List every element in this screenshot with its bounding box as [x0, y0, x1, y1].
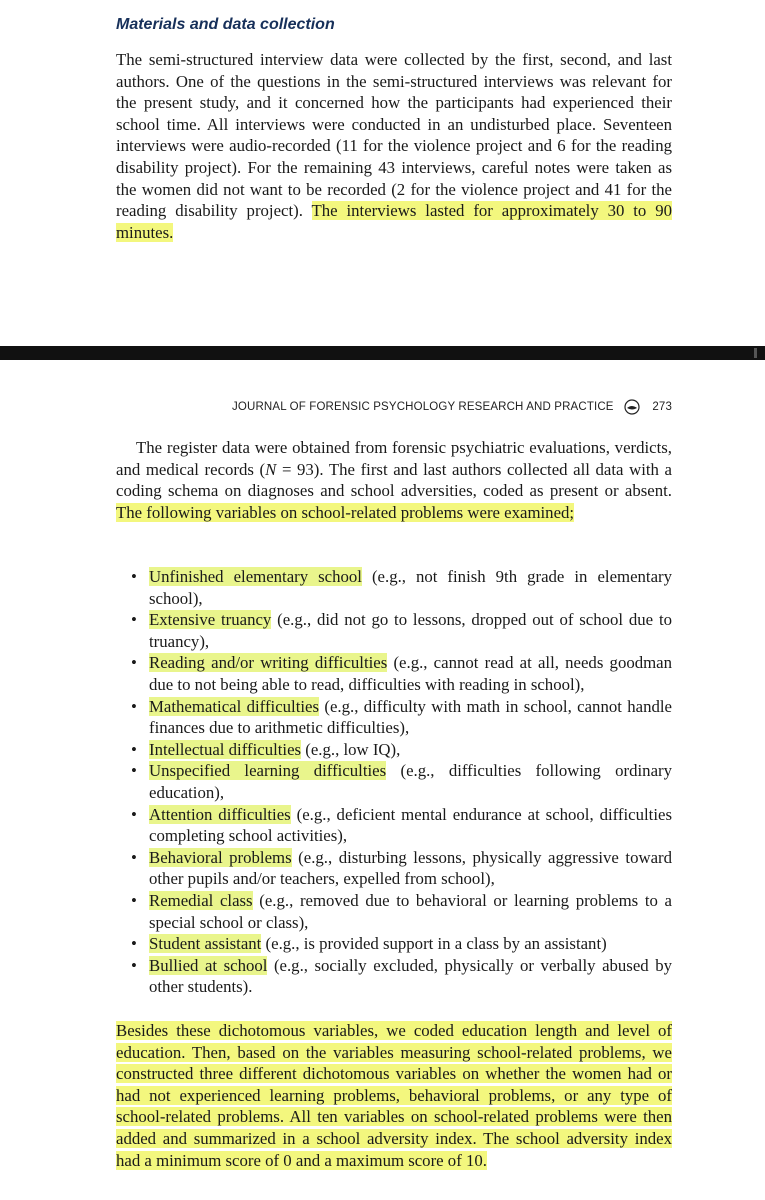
variable-description: (e.g., cannot read at all, needs goodman due to not being able to read, difficulties with reading in school), [149, 653, 673, 694]
variable-term: Bullied at school [149, 955, 268, 975]
variables-list [131, 566, 672, 998]
journal-title: JOURNAL OF FORENSIC PSYCHOLOGY RESEARCH AND PRACTICE [232, 401, 614, 413]
variable-term: Mathematical difficulties [149, 696, 320, 716]
register-paragraph-text-2: = 93). The first and last authors collected all data with a coding schema on diagnoses and school adversities, coded as present or absent. [116, 459, 672, 501]
previous-page-fragment [0, 0, 765, 346]
variable-description: (e.g., is provided support in a class by an assistant) [261, 934, 607, 954]
list-item [131, 760, 672, 803]
variable-term: Remedial class [149, 890, 253, 910]
variable-description: (e.g., did not go to lessons, dropped out of school due to truancy), [149, 610, 672, 651]
variable-description: (e.g., difficulties following ordinary education), [149, 761, 672, 802]
interview-paragraph [116, 49, 672, 243]
list-item [131, 933, 672, 955]
variable-description: (e.g., not finish 9th grade in elementary school), [149, 567, 672, 608]
variable-description: (e.g., disturbing lessons, physically aggressive toward other pupils and/or teachers, expelled from school), [149, 847, 673, 889]
list-item [131, 847, 672, 890]
variable-term: Unspecified learning difficulties [149, 761, 387, 781]
variable-term: Attention difficulties [149, 804, 291, 824]
variable-term: Extensive truancy [149, 610, 272, 630]
register-paragraph [116, 437, 672, 523]
list-item [131, 696, 672, 739]
variable-description: (e.g., difficulty with math in school, cannot handle finances due to arithmetic difficulties), [149, 696, 672, 738]
variable-term: Behavioral problems [149, 847, 292, 867]
variable-term: Unfinished elementary school [149, 567, 362, 586]
variable-description: (e.g., socially excluded, physically or verbally abused by other students). [149, 955, 672, 997]
closing-paragraph-highlight: Besides these dichotomous variables, we coded education length and level of education. Then, based on the variables measuring school-related problems, we constructed three different dichotomous variables on whether the women had or had not experienced learning problems, behavioral problems, or any type of school-related problems. All ten variables on school-related problems were then added and summarized in a school adversity index. The school adversity index had a minimum score of 0 and a maximum score of 10. [116, 1021, 672, 1170]
variable-term: Reading and/or writing difficulties [149, 653, 388, 673]
list-item [131, 890, 672, 933]
interview-paragraph-text: The semi-structured interview data were collected by the first, second, and last authors. One of the questions in the semi-structured interviews was relevant for the present study, and it concerned how the participants had experienced their school time. All interviews were conducted in an undisturbed place. Seventeen interviews were audio-recorded (11 for the violence project and 6 for the reading disability project). For the remaining 43 interviews, careful notes were taken as the women did not want to be recorded (2 for the violence project and 41 for the reading disability project). [116, 50, 672, 221]
variables-intro-highlight: The following variables on school-related problems were examined; [116, 502, 575, 522]
running-header [116, 399, 672, 415]
publisher-logo-icon [624, 399, 640, 415]
variable-term: Student assistant [149, 934, 262, 954]
variable-term: Intellectual difficulties [149, 739, 302, 759]
variable-description: (e.g., low IQ), [301, 739, 401, 759]
interview-duration-highlight: The interviews lasted for approximately 30 to 90 minutes. [116, 201, 672, 242]
list-item [131, 739, 672, 761]
list-item [131, 652, 672, 695]
list-item [131, 955, 672, 998]
page-number: 273 [652, 401, 672, 413]
variable-description: (e.g., deficient mental endurance at school, difficulties completing school activities), [149, 804, 672, 846]
variable-description: (e.g., removed due to behavioral or learning problems to a special school or class), [149, 890, 672, 932]
list-item [131, 609, 672, 652]
section-heading: Materials and data collection [116, 16, 335, 33]
page-divider [0, 346, 765, 360]
n-symbol: N [265, 459, 277, 479]
list-item [131, 804, 672, 847]
list-item [131, 566, 672, 609]
closing-paragraph [116, 1020, 672, 1171]
register-paragraph-text-1: The register data were obtained from forensic psychiatric evaluations, verdicts, and medical records ( [116, 438, 672, 479]
